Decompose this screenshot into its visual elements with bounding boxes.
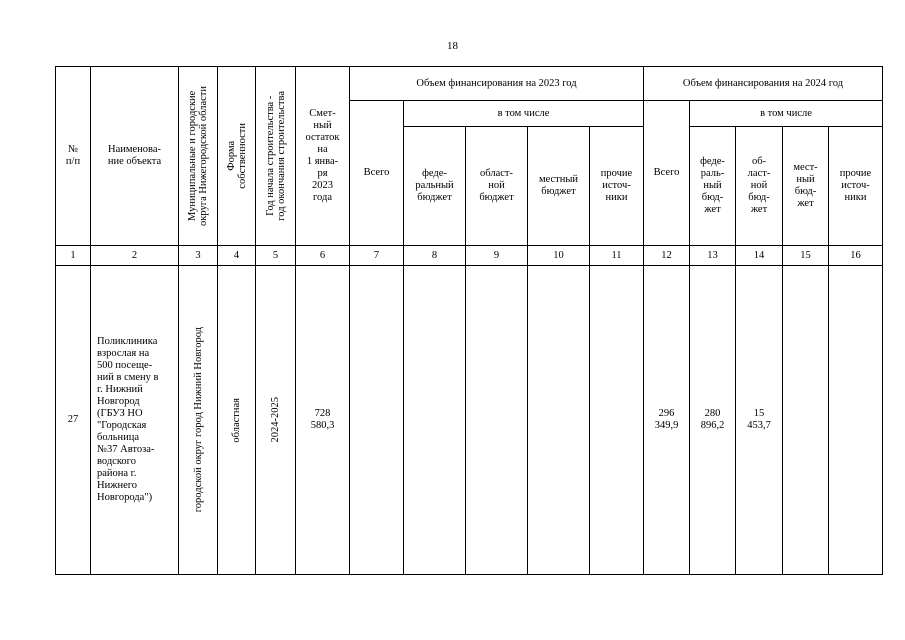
header-federal-2023: феде- ральный бюджет [403, 126, 466, 246]
header-ownership: Форма собственности [217, 66, 256, 246]
colnum-14: 14 [735, 245, 783, 266]
row-federal-2024: 280 896,2 [689, 265, 736, 575]
row-municipality: городской округ город Нижний Новгород [178, 265, 218, 575]
row-estimate: 728 580,3 [295, 265, 350, 575]
funding-table [55, 66, 883, 575]
row-other-2024 [828, 265, 883, 575]
colnum-13: 13 [689, 245, 736, 266]
row-federal-2023 [403, 265, 466, 575]
header-total-2023: Всего [349, 100, 404, 246]
row-years: 2024-2025 [255, 265, 296, 575]
colnum-4: 4 [217, 245, 256, 266]
page-number: 18 [447, 40, 458, 52]
row-regional-2024: 15 453,7 [735, 265, 783, 575]
row-local-2024 [782, 265, 829, 575]
row-other-2023 [589, 265, 644, 575]
colnum-6: 6 [295, 245, 350, 266]
header-funding-2024: Объем финансирования на 2024 год [643, 66, 883, 101]
header-name: Наименова- ние объекта [90, 66, 179, 246]
header-other-2023: прочие источ- ники [589, 126, 644, 246]
header-regional-2024: об- ласт- ной бюд- жет [735, 126, 783, 246]
header-funding-2023: Объем финансирования на 2023 год [349, 66, 644, 101]
colnum-5: 5 [255, 245, 296, 266]
colnum-2: 2 [90, 245, 179, 266]
row-total-2024: 296 349,9 [643, 265, 690, 575]
colnum-16: 16 [828, 245, 883, 266]
header-including-2024: в том числе [689, 100, 883, 127]
colnum-7: 7 [349, 245, 404, 266]
header-num: № п/п [55, 66, 91, 246]
header-municipality: Муниципальные и городские округа Нижегородской области [178, 66, 218, 246]
row-num: 27 [55, 265, 91, 575]
row-regional-2023 [465, 265, 528, 575]
header-other-2024: прочие источ- ники [828, 126, 883, 246]
colnum-10: 10 [527, 245, 590, 266]
row-object-name: Поликлиника взрослая на 500 посеще- ний в смену в г. Нижний Новгород (ГБУЗ НО "Городская больница №37 Автоза- водского района г. Нижнего Новгорода") [90, 265, 179, 575]
colnum-9: 9 [465, 245, 528, 266]
colnum-15: 15 [782, 245, 829, 266]
colnum-1: 1 [55, 245, 91, 266]
row-local-2023 [527, 265, 590, 575]
colnum-12: 12 [643, 245, 690, 266]
row-total-2023 [349, 265, 404, 575]
header-estimate: Смет- ный остаток на 1 янва- ря 2023 года [295, 66, 350, 246]
header-years: Год начала строительства - год окончания строительства [255, 66, 296, 246]
header-local-2023: местный бюджет [527, 126, 590, 246]
header-local-2024: мест- ный бюд- жет [782, 126, 829, 246]
colnum-8: 8 [403, 245, 466, 266]
header-including-2023: в том числе [403, 100, 644, 127]
header-federal-2024: феде- раль- ный бюд- жет [689, 126, 736, 246]
header-regional-2023: област- ной бюджет [465, 126, 528, 246]
colnum-11: 11 [589, 245, 644, 266]
row-ownership: областная [217, 265, 256, 575]
header-total-2024: Всего [643, 100, 690, 246]
colnum-3: 3 [178, 245, 218, 266]
